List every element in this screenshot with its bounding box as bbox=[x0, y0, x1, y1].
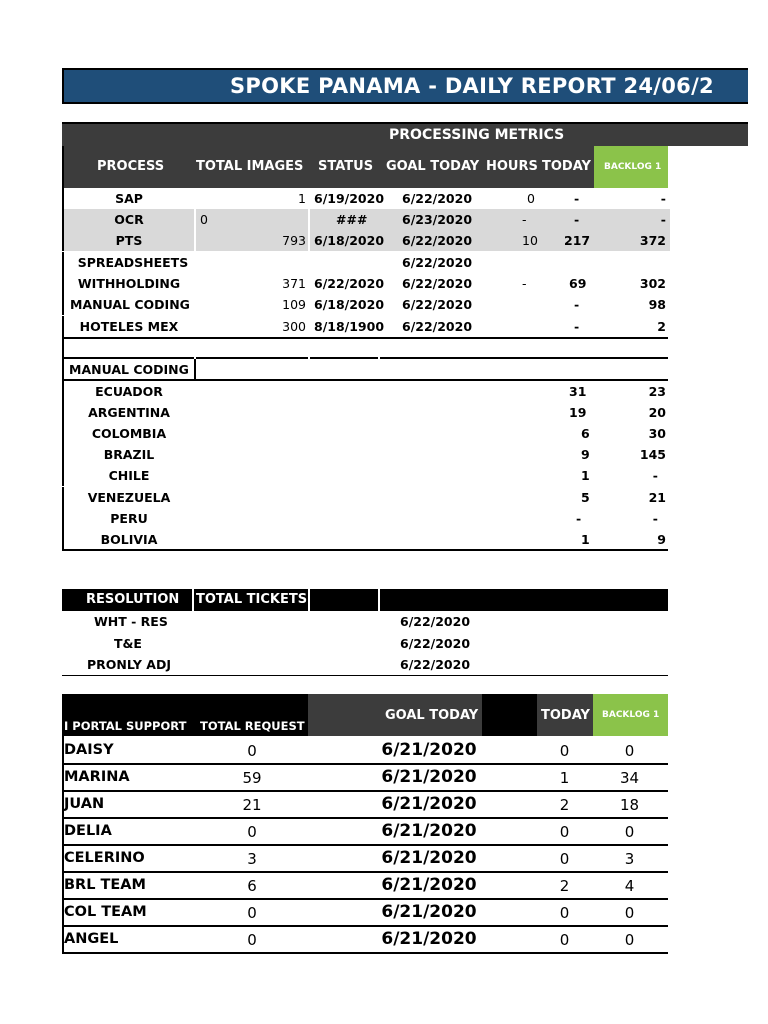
process-today: - bbox=[574, 191, 580, 206]
resolution-header-row bbox=[62, 589, 668, 611]
portal-today: 0 bbox=[559, 742, 570, 760]
header-divider bbox=[378, 589, 380, 611]
country-name: ECUADOR bbox=[95, 384, 163, 399]
portal-row bbox=[62, 765, 668, 792]
header-backlog-cell bbox=[594, 146, 668, 188]
country-name: VENEZUELA bbox=[87, 490, 171, 505]
backlog-header-cell bbox=[593, 694, 668, 736]
country-today: 1 bbox=[581, 468, 590, 483]
portal-row bbox=[62, 792, 668, 819]
country-backlog: 145 bbox=[639, 447, 666, 462]
header-hours: HOURS bbox=[486, 159, 538, 174]
process-hours: 10 bbox=[522, 233, 538, 248]
process-name: PTS bbox=[115, 233, 143, 248]
process-backlog: 2 bbox=[657, 319, 666, 334]
portal-name: MARINA bbox=[64, 769, 130, 785]
header-goal-today: GOAL TODAY bbox=[386, 159, 480, 174]
country-row bbox=[62, 402, 668, 423]
header-backlog: BACKLOG 1 bbox=[604, 162, 662, 172]
country-backlog: 20 bbox=[648, 405, 666, 420]
portal-total: 59 bbox=[242, 769, 262, 787]
resolution-name: T&E bbox=[114, 636, 142, 651]
divider bbox=[194, 359, 196, 381]
goal-header-cell bbox=[308, 694, 482, 736]
portal-total: 0 bbox=[247, 904, 257, 922]
resolution-header: RESOLUTION bbox=[86, 592, 180, 607]
divider bbox=[62, 337, 64, 359]
country-row bbox=[62, 423, 668, 444]
processing-metrics-title: PROCESSING METRICS bbox=[389, 127, 565, 143]
country-backlog: 23 bbox=[648, 384, 666, 399]
portal-backlog: 18 bbox=[619, 796, 640, 814]
process-status: 6/19/2020 bbox=[314, 191, 385, 206]
country-today: 6 bbox=[581, 426, 590, 441]
country-backlog: 30 bbox=[648, 426, 666, 441]
portal-row bbox=[62, 927, 668, 954]
country-name: BOLIVIA bbox=[100, 532, 158, 547]
process-hours: 0 bbox=[527, 191, 535, 206]
process-status: 8/18/1900 bbox=[314, 319, 385, 334]
process-today: - bbox=[574, 319, 580, 334]
header-process: PROCESS bbox=[97, 159, 165, 174]
resolution-date: 6/22/2020 bbox=[400, 614, 471, 629]
country-row bbox=[62, 508, 668, 529]
portal-support-header-row bbox=[62, 694, 668, 736]
backlog-header: BACKLOG 1 bbox=[602, 710, 660, 720]
country-row bbox=[62, 465, 668, 486]
process-row bbox=[62, 294, 668, 315]
portal-goal: 6/21/2020 bbox=[381, 848, 477, 868]
process-name: MANUAL CODING bbox=[70, 297, 190, 312]
portal-total: 6 bbox=[247, 877, 257, 895]
portal-backlog: 0 bbox=[624, 931, 635, 949]
country-today: 9 bbox=[581, 447, 590, 462]
process-total: 1 bbox=[298, 191, 306, 206]
process-total: 109 bbox=[282, 297, 306, 312]
divider bbox=[62, 549, 668, 551]
portal-name: COL TEAM bbox=[64, 904, 147, 920]
country-row bbox=[62, 487, 668, 508]
country-today: 1 bbox=[581, 532, 590, 547]
process-goal: 6/22/2020 bbox=[402, 319, 473, 334]
header-status: STATUS bbox=[318, 159, 374, 174]
portal-backlog: 4 bbox=[624, 877, 635, 895]
divider bbox=[62, 337, 668, 339]
resolution-date: 6/22/2020 bbox=[400, 657, 471, 672]
goal-today-header: GOAL TODAY bbox=[385, 708, 479, 723]
process-name: SPREADSHEETS bbox=[77, 255, 189, 270]
process-today: - bbox=[574, 212, 580, 227]
header-divider bbox=[308, 589, 310, 611]
blank-header-cell bbox=[482, 694, 537, 736]
resolution-date: 6/22/2020 bbox=[400, 636, 471, 651]
process-status: 6/18/2020 bbox=[314, 297, 385, 312]
portal-goal: 6/21/2020 bbox=[381, 821, 477, 841]
process-goal: 6/23/2020 bbox=[402, 212, 473, 227]
country-name: CHILE bbox=[108, 468, 150, 483]
country-backlog: 21 bbox=[648, 490, 666, 505]
process-today: 69 bbox=[569, 276, 587, 291]
process-name: WITHHOLDING bbox=[77, 276, 181, 291]
process-backlog: 302 bbox=[639, 276, 666, 291]
country-backlog: 9 bbox=[657, 532, 666, 547]
portal-today: 0 bbox=[559, 850, 570, 868]
portal-today: 0 bbox=[559, 823, 570, 841]
process-status: 6/18/2020 bbox=[314, 233, 385, 248]
portal-goal: 6/21/2020 bbox=[381, 929, 477, 949]
portal-name: CELERINO bbox=[64, 850, 145, 866]
process-status: 6/22/2020 bbox=[314, 276, 385, 291]
process-row bbox=[62, 230, 668, 251]
portal-total: 0 bbox=[247, 823, 257, 841]
process-name: OCR bbox=[114, 212, 144, 227]
process-row bbox=[62, 316, 668, 337]
portal-name: DAISY bbox=[64, 742, 114, 758]
portal-backlog: 0 bbox=[624, 823, 635, 841]
process-goal: 6/22/2020 bbox=[402, 233, 473, 248]
portal-backlog: 3 bbox=[624, 850, 635, 868]
portal-total: 3 bbox=[247, 850, 257, 868]
resolution-row bbox=[62, 611, 668, 632]
portal-goal: 6/21/2020 bbox=[381, 767, 477, 787]
portal-row bbox=[62, 873, 668, 900]
process-backlog: 98 bbox=[648, 297, 666, 312]
portal-support-header: I PORTAL SUPPORT bbox=[64, 719, 187, 733]
process-total: 793 bbox=[282, 233, 306, 248]
portal-today: 1 bbox=[559, 769, 570, 787]
country-name: ARGENTINA bbox=[88, 405, 170, 420]
today-header-cell bbox=[537, 694, 593, 736]
country-backlog: - bbox=[652, 468, 658, 483]
process-today: - bbox=[574, 297, 580, 312]
divider bbox=[62, 736, 64, 954]
country-today: 19 bbox=[569, 405, 587, 420]
country-row bbox=[62, 529, 668, 550]
total-request-header: TOTAL REQUEST bbox=[200, 719, 305, 733]
portal-today: 0 bbox=[559, 931, 570, 949]
process-total: 0 bbox=[200, 212, 208, 227]
process-hours: - bbox=[522, 212, 527, 227]
processing-metrics-bar bbox=[62, 122, 748, 146]
process-backlog: - bbox=[660, 212, 666, 227]
country-name: BRAZIL bbox=[103, 447, 155, 462]
process-total: 300 bbox=[282, 319, 306, 334]
country-row bbox=[62, 444, 668, 465]
process-goal: 6/22/2020 bbox=[402, 255, 473, 270]
process-backlog: 372 bbox=[639, 233, 666, 248]
resolution-name: WHT - RES bbox=[94, 614, 168, 629]
portal-total: 0 bbox=[247, 742, 257, 760]
country-today: 31 bbox=[569, 384, 587, 399]
portal-backlog: 0 bbox=[624, 904, 635, 922]
portal-row bbox=[62, 819, 668, 846]
process-row bbox=[62, 252, 668, 273]
process-goal: 6/22/2020 bbox=[402, 191, 473, 206]
process-today: 217 bbox=[564, 233, 591, 248]
header-total-images: TOTAL IMAGES bbox=[196, 159, 304, 174]
manual-coding-label: MANUAL CODING bbox=[69, 362, 189, 377]
process-name: SAP bbox=[115, 191, 143, 206]
portal-today: 2 bbox=[559, 796, 570, 814]
process-name: HOTELES MEX bbox=[79, 319, 179, 334]
portal-goal: 6/21/2020 bbox=[381, 740, 477, 760]
divider bbox=[62, 675, 668, 676]
process-goal: 6/22/2020 bbox=[402, 297, 473, 312]
portal-backlog: 34 bbox=[619, 769, 640, 787]
portal-total: 21 bbox=[242, 796, 262, 814]
resolution-row bbox=[62, 633, 668, 654]
country-name: PERU bbox=[110, 511, 148, 526]
header-divider bbox=[192, 589, 194, 611]
country-today: - bbox=[576, 511, 582, 526]
portal-name: JUAN bbox=[64, 796, 105, 812]
portal-name: ANGEL bbox=[64, 931, 119, 947]
portal-backlog: 0 bbox=[624, 742, 635, 760]
country-backlog: - bbox=[652, 511, 658, 526]
process-total: 371 bbox=[282, 276, 306, 291]
process-row bbox=[62, 188, 668, 209]
portal-goal: 6/21/2020 bbox=[381, 902, 477, 922]
portal-row bbox=[62, 900, 668, 927]
process-row bbox=[62, 273, 668, 294]
country-today: 5 bbox=[581, 490, 590, 505]
portal-total: 0 bbox=[247, 931, 257, 949]
report-title: SPOKE PANAMA - DAILY REPORT 24/06/2 bbox=[230, 74, 714, 98]
process-status: ### bbox=[336, 212, 368, 227]
country-name: COLOMBIA bbox=[91, 426, 167, 441]
portal-name: DELIA bbox=[64, 823, 112, 839]
process-goal: 6/22/2020 bbox=[402, 276, 473, 291]
resolution-name: PRONLY ADJ bbox=[87, 657, 171, 672]
today-header: TODAY bbox=[541, 708, 590, 723]
processing-header-row bbox=[62, 146, 668, 188]
process-hours: - bbox=[522, 276, 527, 291]
portal-goal: 6/21/2020 bbox=[381, 794, 477, 814]
gray-cell bbox=[196, 209, 308, 230]
portal-row bbox=[62, 846, 668, 873]
header-today: TODAY bbox=[542, 159, 591, 174]
portal-header-cell bbox=[62, 694, 308, 736]
country-row bbox=[62, 381, 668, 402]
portal-row bbox=[62, 738, 668, 765]
portal-goal: 6/21/2020 bbox=[381, 875, 477, 895]
portal-name: BRL TEAM bbox=[64, 877, 146, 893]
total-tickets-header: TOTAL TICKETS bbox=[196, 592, 308, 607]
portal-today: 2 bbox=[559, 877, 570, 895]
process-row bbox=[62, 209, 668, 230]
manual-coding-header bbox=[62, 359, 668, 380]
report-title-bar bbox=[62, 68, 748, 104]
process-backlog: - bbox=[660, 191, 666, 206]
resolution-row bbox=[62, 654, 668, 675]
portal-today: 0 bbox=[559, 904, 570, 922]
